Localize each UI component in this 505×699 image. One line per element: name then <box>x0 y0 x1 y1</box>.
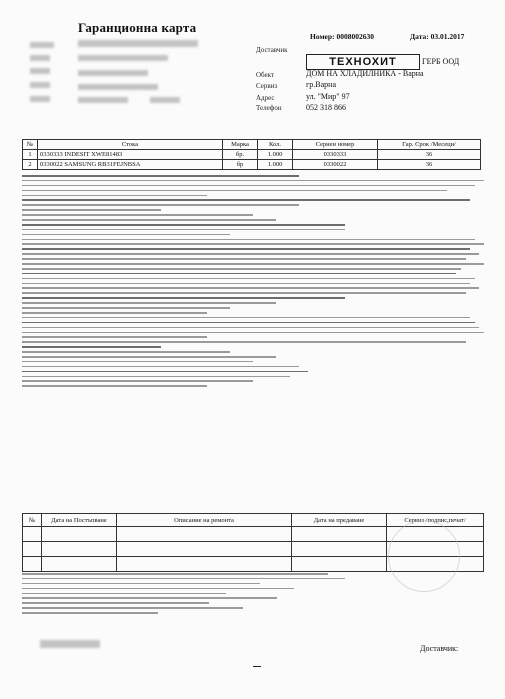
phone-value: 052 318 866 <box>306 103 346 112</box>
col-service-signature: Сервиз /подпис,печат/ <box>387 514 484 527</box>
row-warranty: 36 <box>378 160 481 170</box>
items-table-header <box>23 140 481 150</box>
row-unit: бр <box>223 160 258 170</box>
terms-text-line <box>22 332 484 334</box>
terms-text-line <box>22 234 230 236</box>
terms-text-line <box>22 229 345 231</box>
table-row <box>23 150 481 160</box>
col-stock: Стока <box>38 140 223 150</box>
service-value: гр.Варна <box>306 80 336 89</box>
col-warranty: Гар. Срок /Месеци/ <box>378 140 481 150</box>
supplier-company: ГЕРБ ООД <box>422 57 460 66</box>
object-value: ДОМ НА ХЛАДИЛНИКА - Варна <box>306 69 424 78</box>
redacted-customer-line <box>78 84 158 90</box>
redacted-customer-line <box>30 55 50 61</box>
notes-text-line <box>22 593 226 595</box>
terms-text-line <box>22 253 479 255</box>
terms-text-line <box>22 190 447 192</box>
terms-text-line <box>22 180 484 182</box>
address-label: Адрес <box>256 94 275 102</box>
notes-text-line <box>22 602 209 604</box>
page-title: Гаранционна карта <box>78 20 197 35</box>
terms-text-line <box>22 185 475 187</box>
col-intake-date: Дата на Постъпване <box>42 514 117 527</box>
col-service-number: № <box>23 514 42 527</box>
terms-text-line <box>22 371 308 373</box>
terms-text-line <box>22 322 475 324</box>
document-number-value: 0008002630 <box>336 32 374 41</box>
row-stock: 0330022 SAMSUNG RB31FEJNBSA <box>38 160 223 170</box>
terms-text-line <box>22 219 276 221</box>
redacted-customer-line <box>30 68 50 74</box>
table-row <box>23 160 481 170</box>
faint-stamp <box>388 520 460 592</box>
page-dash <box>253 666 261 667</box>
redacted-customer-line <box>78 40 198 47</box>
redacted-customer-line <box>78 70 148 76</box>
terms-text-line <box>22 385 207 387</box>
terms-text-line <box>22 366 299 368</box>
terms-text-line <box>22 327 479 329</box>
object-label: Обект <box>256 71 274 79</box>
document-date-value: 03.01.2017 <box>430 32 465 41</box>
row-serial: 0330022 <box>293 160 378 170</box>
redacted-customer-line <box>30 82 50 88</box>
items-table <box>22 139 481 170</box>
terms-text-line <box>22 336 207 338</box>
terms-text-line <box>22 224 345 226</box>
notes-text-line <box>22 573 328 575</box>
notes-text-line <box>22 588 294 590</box>
notes-text-line <box>22 607 243 609</box>
document-date-label: Дата: <box>410 32 429 41</box>
notes-text-line <box>22 597 277 599</box>
terms-text-line <box>22 204 299 206</box>
supplier-label: Доставчик <box>256 46 288 54</box>
row-stock: 0330333 INDESIT XWE81483 <box>38 150 223 160</box>
redacted-customer-line <box>78 55 168 61</box>
terms-text-line <box>22 292 466 294</box>
terms-text-line <box>22 195 207 197</box>
col-brand: Марка <box>223 140 258 150</box>
terms-text-line <box>22 351 230 353</box>
document-number <box>310 32 374 41</box>
terms-text-line <box>22 278 475 280</box>
terms-text-line <box>22 268 461 270</box>
terms-text-line <box>22 307 230 309</box>
address-value: ул. "Мир" 97 <box>306 92 350 101</box>
terms-text-line <box>22 258 466 260</box>
row-unit: бр. <box>223 150 258 160</box>
terms-text-line <box>22 302 276 304</box>
row-warranty: 36 <box>378 150 481 160</box>
terms-text-line <box>22 214 253 216</box>
terms-text-line <box>22 297 345 299</box>
terms-text-line <box>22 239 475 241</box>
notes-text-line <box>22 578 345 580</box>
redacted-customer-line <box>150 97 180 103</box>
terms-text-line <box>22 283 470 285</box>
redacted-customer-line <box>30 96 50 102</box>
terms-text-line <box>22 209 161 211</box>
terms-text-line <box>22 248 470 250</box>
redacted-customer-line <box>78 97 128 103</box>
terms-text-line <box>22 263 484 265</box>
service-label: Сервиз <box>256 82 278 90</box>
terms-text-line <box>22 243 484 245</box>
col-repair-description: Описание на ремонта <box>117 514 292 527</box>
document-date <box>410 32 464 41</box>
redacted-customer-line <box>30 42 54 48</box>
redacted-signature <box>40 640 100 648</box>
terms-text-line <box>22 341 466 343</box>
row-quantity: 1.000 <box>258 150 293 160</box>
terms-text-line <box>22 361 253 363</box>
warranty-terms-block <box>22 175 484 390</box>
col-quantity: Кол. <box>258 140 293 150</box>
col-handover-date: Дата на предаване <box>292 514 387 527</box>
col-number: № <box>23 140 38 150</box>
row-serial: 0330333 <box>293 150 378 160</box>
document-number-label: Номер: <box>310 32 335 41</box>
row-number: 1 <box>23 150 38 160</box>
row-number: 2 <box>23 160 38 170</box>
phone-label: Телефон <box>256 104 282 112</box>
supplier-signature-label: Доставчик: <box>420 644 459 653</box>
terms-text-line <box>22 346 161 348</box>
row-quantity: 1.000 <box>258 160 293 170</box>
terms-text-line <box>22 312 207 314</box>
terms-text-line <box>22 175 299 177</box>
terms-text-line <box>22 376 290 378</box>
col-serial: Сериен номер <box>293 140 378 150</box>
technohit-logo: ТЕХНОХИТ <box>306 54 420 70</box>
bottom-notes-block <box>22 573 362 617</box>
notes-text-line <box>22 612 158 614</box>
terms-text-line <box>22 317 470 319</box>
terms-text-line <box>22 380 253 382</box>
terms-text-line <box>22 199 470 201</box>
terms-text-line <box>22 287 479 289</box>
terms-text-line <box>22 273 456 275</box>
terms-text-line <box>22 356 276 358</box>
notes-text-line <box>22 583 260 585</box>
